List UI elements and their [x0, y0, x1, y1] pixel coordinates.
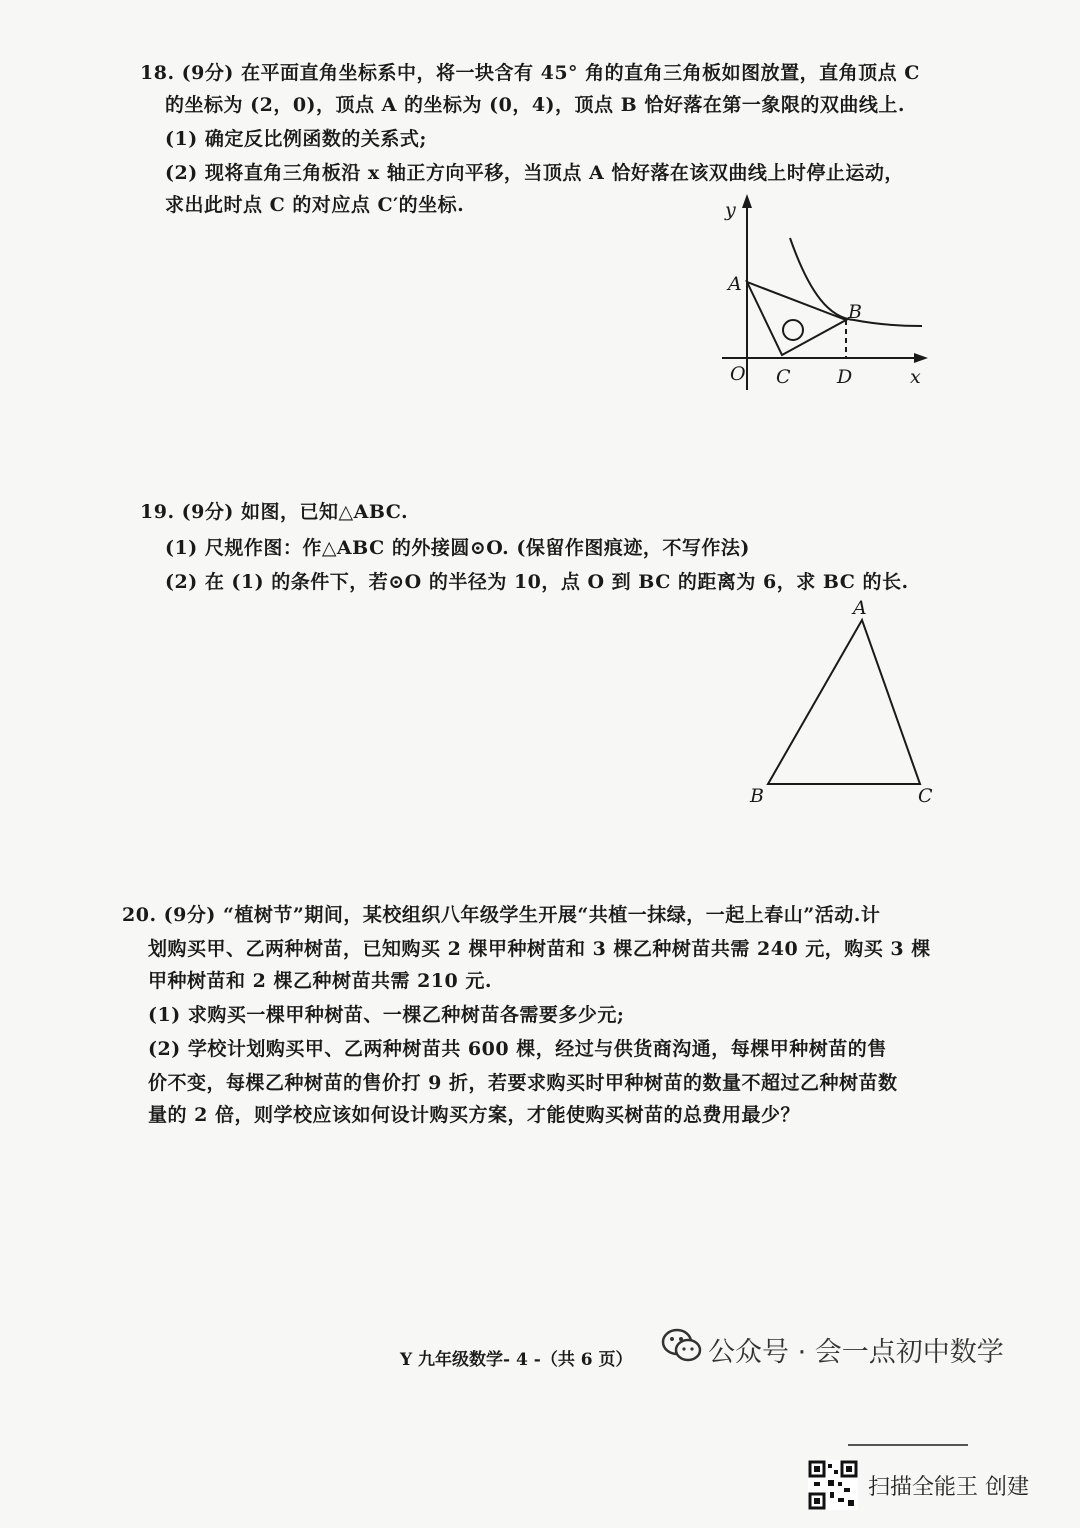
q20-line-5: (2) 学校计划购买甲、乙两种树苗共 600 棵，经过与供货商沟通，每棵甲种树苗的售 [148, 1038, 887, 1060]
page-number-footer: Y 九年级数学- 4 -（共 6 页） [400, 1350, 633, 1370]
q19-line-1: 19. (9分) 如图，已知△ABC. [140, 501, 409, 523]
x-axis-arrow [914, 353, 928, 363]
triangle-abc-19 [768, 620, 920, 784]
q20-line-7: 量的 2 倍，则学校应该如何设计购买方案，才能使购买树苗的总费用最少？ [148, 1104, 800, 1126]
q20-line-3: 甲种树苗和 2 棵乙种树苗共需 210 元. [148, 970, 492, 992]
q20-line-4: (1) 求购买一棵甲种树苗、一棵乙种树苗各需要多少元; [148, 1004, 625, 1026]
triangle-abc [747, 282, 846, 355]
label-b: B [848, 301, 862, 323]
q18-line-2: 的坐标为 (2，0)，顶点 A 的坐标为 (0，4)，顶点 B 恰好落在第一象限的双曲线上. [165, 94, 905, 116]
label-d: D [837, 366, 853, 388]
q20-line-2: 划购买甲、乙两种树苗，已知购买 2 棵甲种树苗和 3 棵乙种树苗共需 240 元，购买 3 棵 [148, 938, 931, 960]
wechat-icon [660, 1326, 704, 1366]
y-axis-arrow [742, 194, 752, 208]
qr-code-icon [808, 1460, 858, 1510]
set-square-hole [783, 320, 803, 340]
q18-figure [700, 190, 950, 410]
label-a-19: A [853, 597, 867, 619]
label-c: C [776, 366, 791, 388]
label-x: x [910, 366, 921, 388]
q18-line-5: 求出此时点 C 的对应点 C′的坐标. [165, 194, 465, 216]
q20-line-6: 价不变，每棵乙种树苗的售价打 9 折，若要求购买时甲种树苗的数量不超过乙种树苗数 [148, 1072, 898, 1094]
q18-line-1: 18. (9分) 在平面直角坐标系中，将一块含有 45° 角的直角三角板如图放置，直角顶点 C [140, 62, 920, 84]
q18-line-4: (2) 现将直角三角板沿 x 轴正方向平移，当顶点 A 恰好落在该双曲线上时停止运动， [165, 162, 904, 184]
scanner-watermark: 扫描全能王 创建 [868, 1475, 1029, 1500]
wechat-account-label: 公众号 · 会一点初中数学 [708, 1337, 1004, 1368]
q18-line-3: (1) 确定反比例函数的关系式; [165, 128, 427, 150]
label-o: O [730, 363, 746, 385]
label-a: A [728, 273, 742, 295]
q19-figure [740, 592, 950, 812]
label-b-19: B [750, 785, 764, 807]
bottom-rule [848, 1444, 968, 1446]
q19-line-2: (1) 尺规作图：作△ABC 的外接圆⊙O. (保留作图痕迹，不写作法) [165, 537, 750, 559]
label-c-19: C [918, 785, 933, 807]
q20-line-1: 20. (9分) “植树节”期间，某校组织八年级学生开展“共植一抹绿，一起上春山”活动.计 [122, 904, 881, 926]
label-y: y [725, 199, 736, 221]
q19-line-3: (2) 在 (1) 的条件下，若⊙O 的半径为 10，点 O 到 BC 的距离为 6，求 BC 的长. [165, 571, 909, 593]
